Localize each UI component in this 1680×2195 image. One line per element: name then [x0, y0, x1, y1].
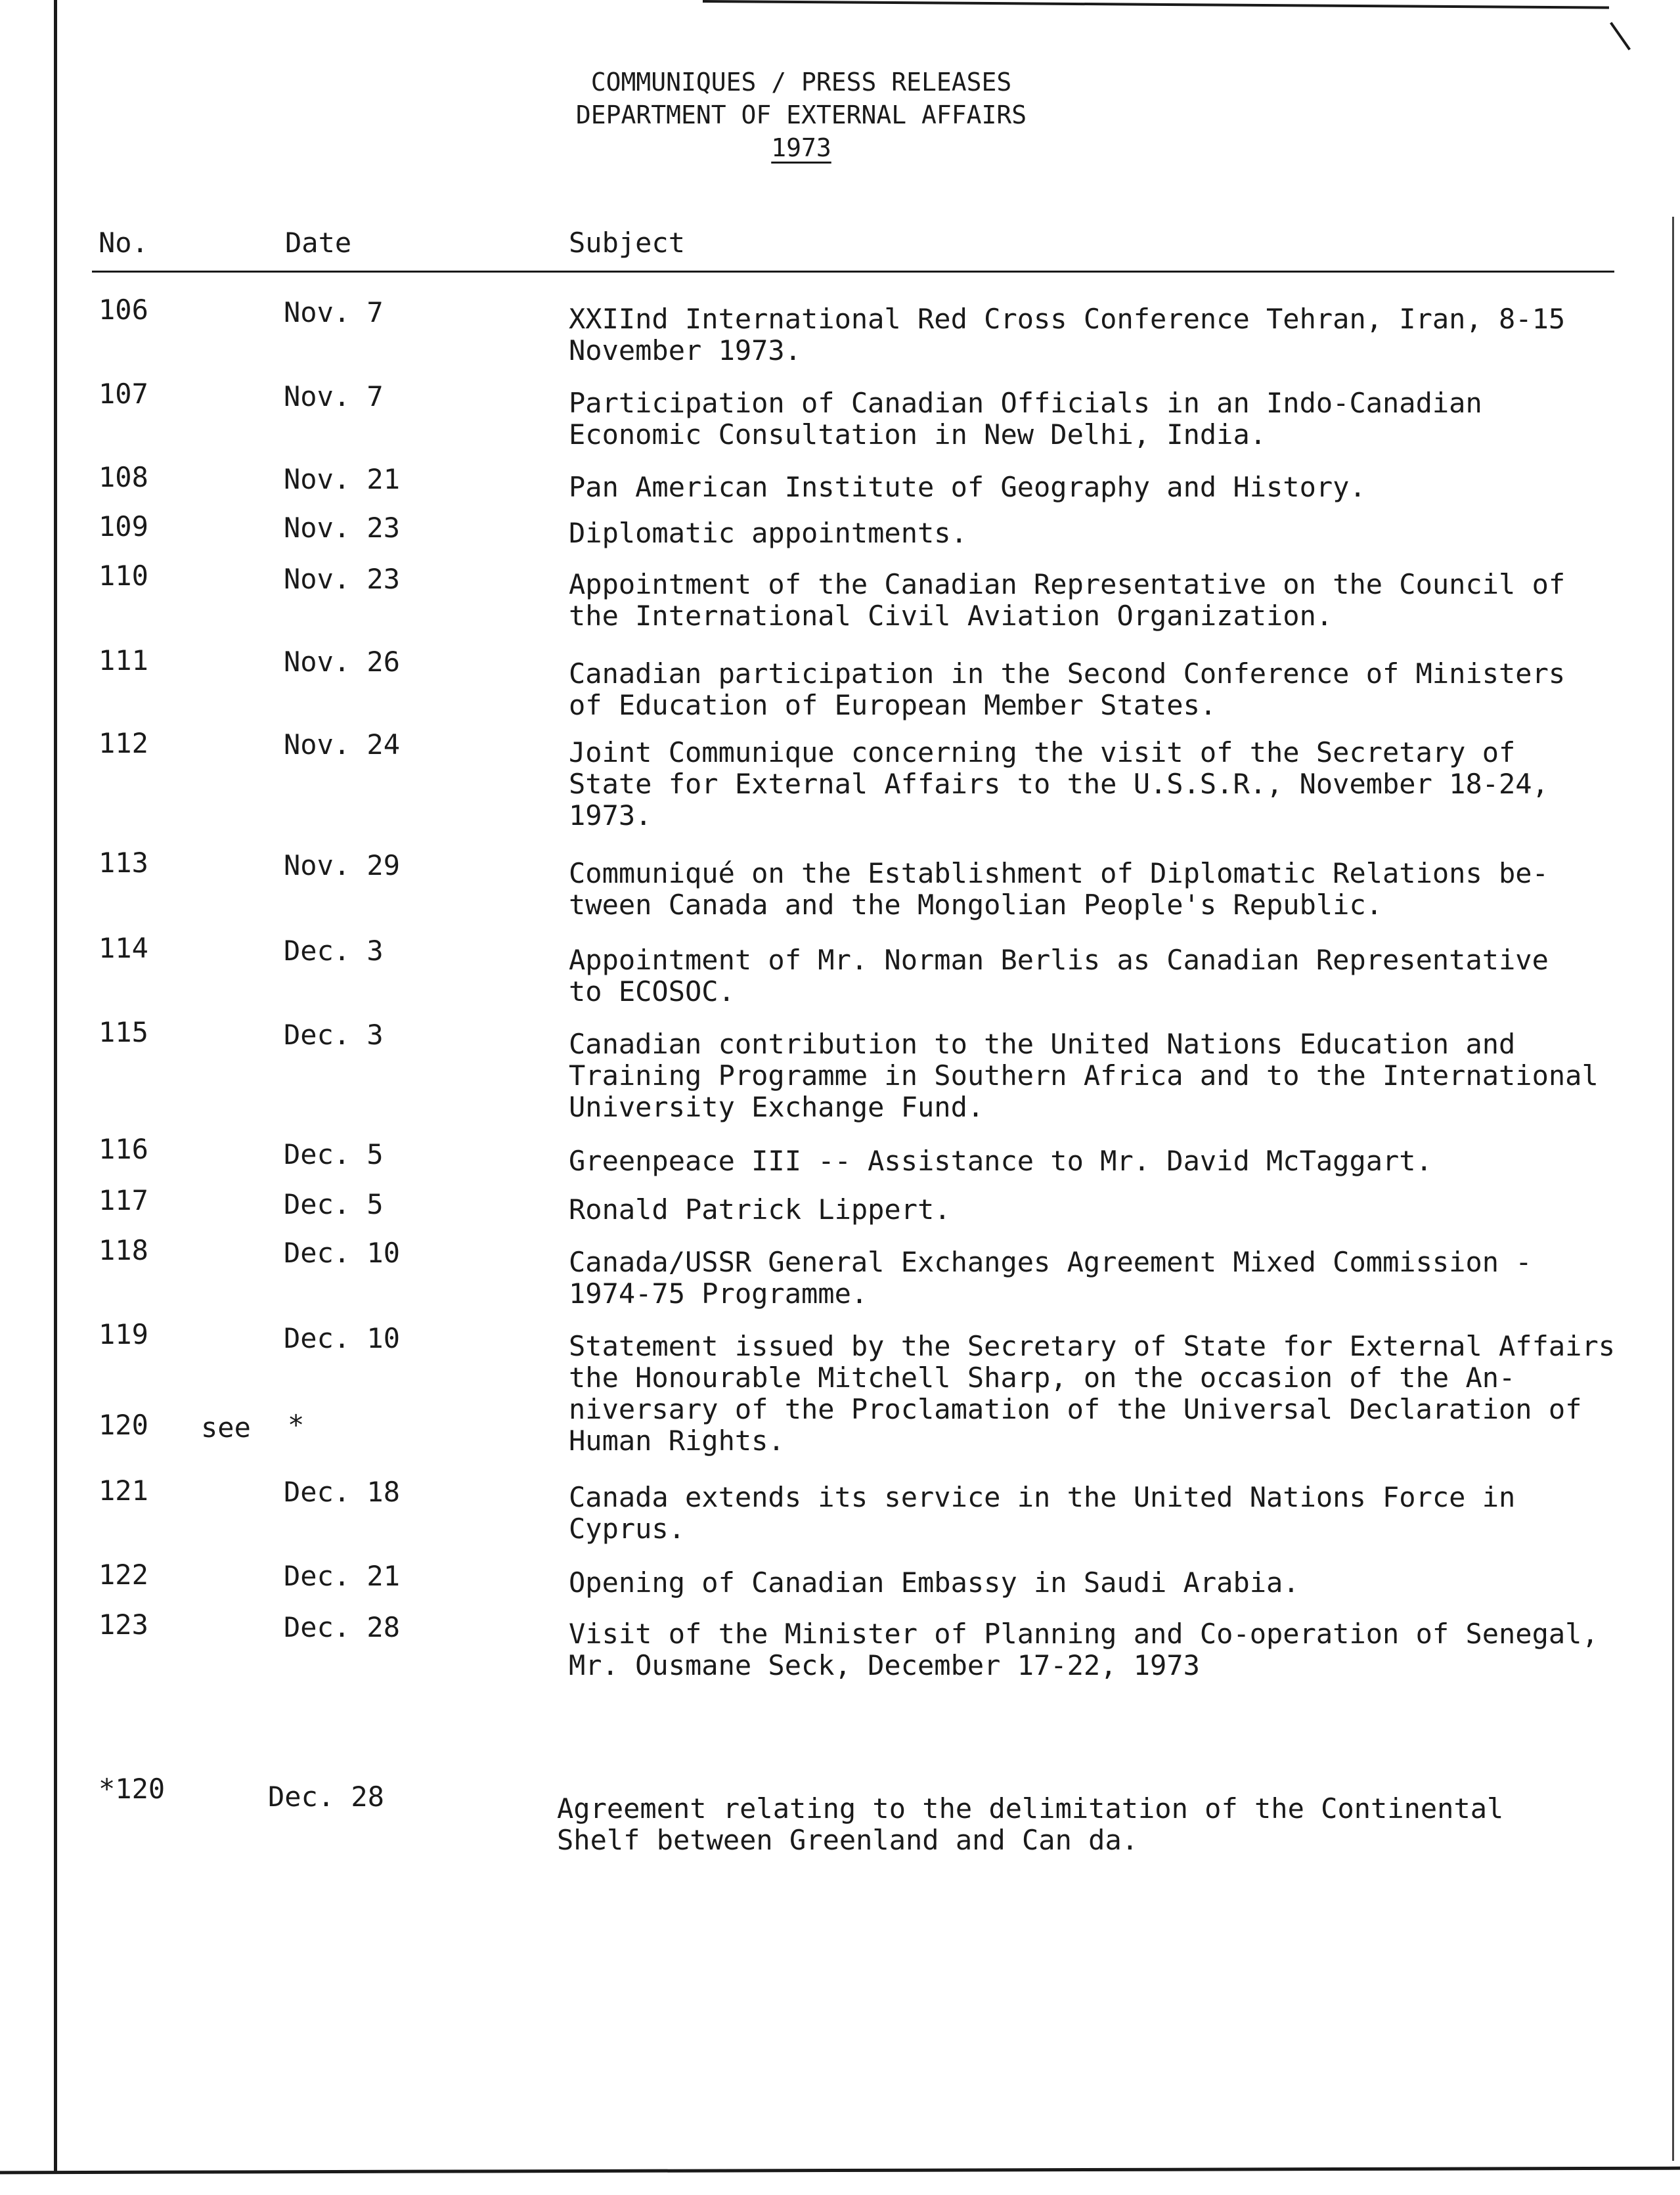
row-subject: Opening of Canadian Embassy in Saudi Arabia. — [569, 1566, 1300, 1599]
row-number: 109 — [99, 510, 148, 543]
row-subject: Statement issued by the Secretary of State for External Affairs the Honourable Mitchell Sharp, on the occasion of the An- niversary of the Proclamation of the Universal Declaration of Human Rights. — [569, 1330, 1616, 1457]
row-subject: Canada extends its service in the United Nations Force in Cyprus. — [569, 1481, 1516, 1545]
row-number: 110 — [99, 560, 148, 592]
row-subject: Participation of Canadian Officials in an Indo-Canadian Economic Consultation in New Delhi, India. — [569, 387, 1482, 451]
row-subject: Appointment of Mr. Norman Berlis as Canadian Representative to ECOSOC. — [569, 944, 1549, 1008]
row-subject: Ronald Patrick Lippert. — [569, 1193, 951, 1226]
row-subject: Diplomatic appointments. — [569, 517, 967, 549]
row-subject: Canadian participation in the Second Conference of Ministers of Education of European Member States. — [569, 657, 1566, 721]
document-header — [0, 66, 1603, 164]
footnote-number: *120 — [99, 1773, 166, 1805]
page-border-right — [1672, 217, 1674, 2161]
row-number: 113 — [99, 847, 148, 879]
column-header-no: No. — [99, 227, 148, 259]
row-number: 120 — [99, 1409, 148, 1441]
row-date: Nov. 24 — [284, 728, 401, 761]
header-year: 1973 — [771, 133, 831, 162]
row-subject: XXIInd International Red Cross Conference Tehran, Iran, 8-15 November 1973. — [569, 303, 1566, 366]
column-header-date: Date — [285, 227, 352, 259]
row-date: Nov. 23 — [284, 563, 401, 595]
row-subject: Canadian contribution to the United Nations Education and Training Programme in Southern Africa and to the International University Exchange Fund. — [569, 1028, 1599, 1123]
row-number: 117 — [99, 1184, 148, 1216]
row-number: 121 — [99, 1474, 148, 1507]
row-date: Dec. 3 — [284, 935, 384, 967]
row-number: 115 — [99, 1016, 148, 1048]
row-number: 106 — [99, 294, 148, 326]
row-number: 119 — [99, 1318, 148, 1350]
footnote-marker: * — [288, 1409, 305, 1441]
footnote-date: Dec. 28 — [268, 1781, 385, 1813]
page-border-left — [54, 0, 57, 2174]
row-date: Dec. 5 — [284, 1138, 384, 1170]
row-subject: Visit of the Minister of Planning and Co-operation of Senegal, Mr. Ousmane Seck, December 17-22, 1973 — [569, 1618, 1599, 1681]
header-rule — [92, 271, 1614, 273]
row-number: 116 — [99, 1133, 148, 1165]
row-subject: Greenpeace III -- Assistance to Mr. David McTaggart. — [569, 1145, 1432, 1177]
header-title: COMMUNIQUES / PRESS RELEASES — [590, 68, 1012, 97]
row-date: Nov. 29 — [284, 849, 401, 881]
see-note: see — [201, 1411, 251, 1444]
footnote-subject: Agreement relating to the delimitation of the Continental Shelf between Greenland and Can da. — [557, 1792, 1504, 1856]
row-date: Nov. 7 — [284, 296, 384, 328]
row-number: 122 — [99, 1559, 148, 1591]
page-border-bottom — [0, 2167, 1680, 2175]
row-date: Nov. 23 — [284, 512, 401, 544]
row-date: Dec. 18 — [284, 1476, 401, 1508]
corner-mark — [1610, 22, 1631, 50]
row-number: 114 — [99, 932, 148, 964]
row-date: Dec. 28 — [284, 1611, 401, 1643]
row-date: Dec. 5 — [284, 1188, 384, 1220]
row-number: 112 — [99, 727, 148, 759]
row-date: Dec. 21 — [284, 1560, 401, 1592]
row-subject: Appointment of the Canadian Representative on the Council of the International Civil Aviation Organization. — [569, 568, 1566, 632]
row-date: Dec. 3 — [284, 1019, 384, 1051]
row-date: Dec. 10 — [284, 1322, 401, 1354]
row-date: Nov. 26 — [284, 646, 401, 678]
row-number: 108 — [99, 461, 148, 493]
row-subject: Joint Communique concerning the visit of the Secretary of State for External Affairs to the U.S.S.R., November 18-24, 1973. — [569, 736, 1549, 831]
column-header-subject: Subject — [569, 227, 686, 259]
row-date: Nov. 7 — [284, 380, 384, 412]
row-number: 123 — [99, 1608, 148, 1641]
row-subject: Communiqué on the Establishment of Diplomatic Relations be- tween Canada and the Mongolian People's Republic. — [569, 857, 1549, 921]
header-department: DEPARTMENT OF EXTERNAL AFFAIRS — [575, 100, 1027, 129]
row-number: 118 — [99, 1234, 148, 1266]
row-subject: Canada/USSR General Exchanges Agreement Mixed Commission - 1974-75 Programme. — [569, 1246, 1532, 1310]
row-date: Nov. 21 — [284, 463, 401, 495]
row-number: 111 — [99, 644, 148, 676]
row-subject: Pan American Institute of Geography and History. — [569, 471, 1366, 503]
row-number: 107 — [99, 378, 148, 410]
row-date: Dec. 10 — [284, 1237, 401, 1269]
page-border-top — [703, 0, 1609, 9]
